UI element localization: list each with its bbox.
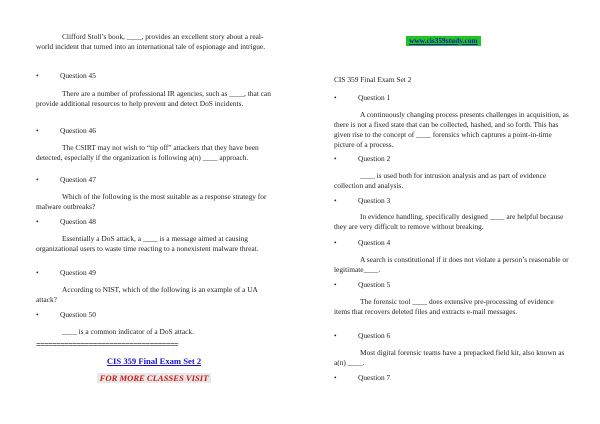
question-text: The CSIRT may not wish to “tip off” attackers that they have been detected, especially if the organization is following a(n) ____ approach. — [36, 143, 259, 162]
question-item — [334, 331, 390, 341]
question-item — [36, 217, 96, 227]
question-text: Most digital forensic teams have a prepacked field kit, also known as a(n) ____. — [334, 348, 565, 367]
question-label: Question 4 — [358, 238, 391, 247]
question-label: Question 1 — [358, 93, 391, 102]
exam-set-link[interactable]: CIS 359 Final Exam Set 2 — [106, 356, 202, 366]
question-text: According to NIST, which of the following is an example of a UA attack? — [36, 285, 258, 304]
question-text: A continuously changing process presents challenges in acquisition, as there is not a fixed state that can be collected, hashed, and so forth. This has given rise to the concept of ____ forensics which captures a point-in-time picture of a process. — [334, 110, 569, 149]
bullet-icon: • — [36, 310, 39, 319]
question-label: Question 46 — [60, 126, 96, 135]
question-item — [36, 175, 96, 185]
question-label: Question 45 — [60, 71, 96, 80]
question-item — [334, 93, 390, 103]
question-label: Question 48 — [60, 217, 96, 226]
bullet-icon: • — [334, 93, 337, 102]
question-text: Which of the following is the most suitable as a response strategy for malware outbreaks? — [36, 192, 267, 211]
question-item — [36, 126, 96, 136]
bullet-icon: • — [334, 238, 337, 247]
intro-paragraph: Clifford Stoll’s book, ____, provides an excellent story about a real-world incident that turned into an international tale of espionage and intrigue. — [36, 32, 266, 51]
question-text: ____ is used both for intrusion analysis and as part of evidence collection and analysis. — [334, 171, 547, 190]
question-item — [334, 196, 390, 206]
bullet-icon: • — [36, 268, 39, 277]
question-item — [334, 238, 390, 248]
question-text: There are a number of professional IR agencies, such as ____, that can provide additional resources to help prevent and detect DoS incidents. — [36, 89, 271, 108]
question-label: Question 5 — [358, 280, 391, 289]
bullet-icon: • — [36, 175, 39, 184]
bullet-icon: • — [334, 196, 337, 205]
bullet-icon: • — [334, 280, 337, 289]
bullet-icon: • — [334, 373, 337, 382]
question-item — [36, 310, 96, 320]
bullet-icon: • — [334, 331, 337, 340]
question-item — [334, 154, 390, 164]
question-item — [334, 280, 390, 290]
question-label: Question 2 — [358, 154, 391, 163]
question-label: Question 6 — [358, 331, 391, 340]
bullet-icon: • — [36, 217, 39, 226]
question-text: The forensic tool ____ does extensive pre-processing of evidence items that recovers deleted files and extracts e-mail messages. — [334, 297, 554, 316]
question-text: In evidence handling, specifically designed ____ are helpful because they are very difficult to remove without breaking. — [334, 212, 564, 231]
question-item — [36, 268, 96, 278]
site-link[interactable]: www.cis359study.com — [406, 36, 481, 46]
question-label: Question 50 — [60, 310, 96, 319]
bullet-icon: • — [334, 154, 337, 163]
bullet-icon: • — [36, 126, 39, 135]
more-classes-banner: FOR MORE CLASSES VISIT — [97, 373, 212, 383]
question-text: A search is constitutional if it does not violate a person’s reasonable or legitimate____. — [334, 255, 569, 274]
exam-heading: CIS 359 Final Exam Set 2 — [334, 75, 412, 84]
separator-line: =================================== — [36, 342, 178, 350]
bullet-icon: • — [36, 71, 39, 80]
question-text: Essentially a DoS attack, a ____ is a message aimed at causing organizational users to waste time reacting to a nonexistent malware threat. — [36, 234, 259, 253]
question-label: Question 3 — [358, 196, 391, 205]
question-label: Question 47 — [60, 175, 96, 184]
question-label: Question 49 — [60, 268, 96, 277]
question-item — [36, 71, 96, 81]
question-text: ____ is a common indicator of a DoS attack. — [62, 327, 194, 336]
question-item — [334, 373, 390, 383]
question-label: Question 7 — [358, 373, 391, 382]
